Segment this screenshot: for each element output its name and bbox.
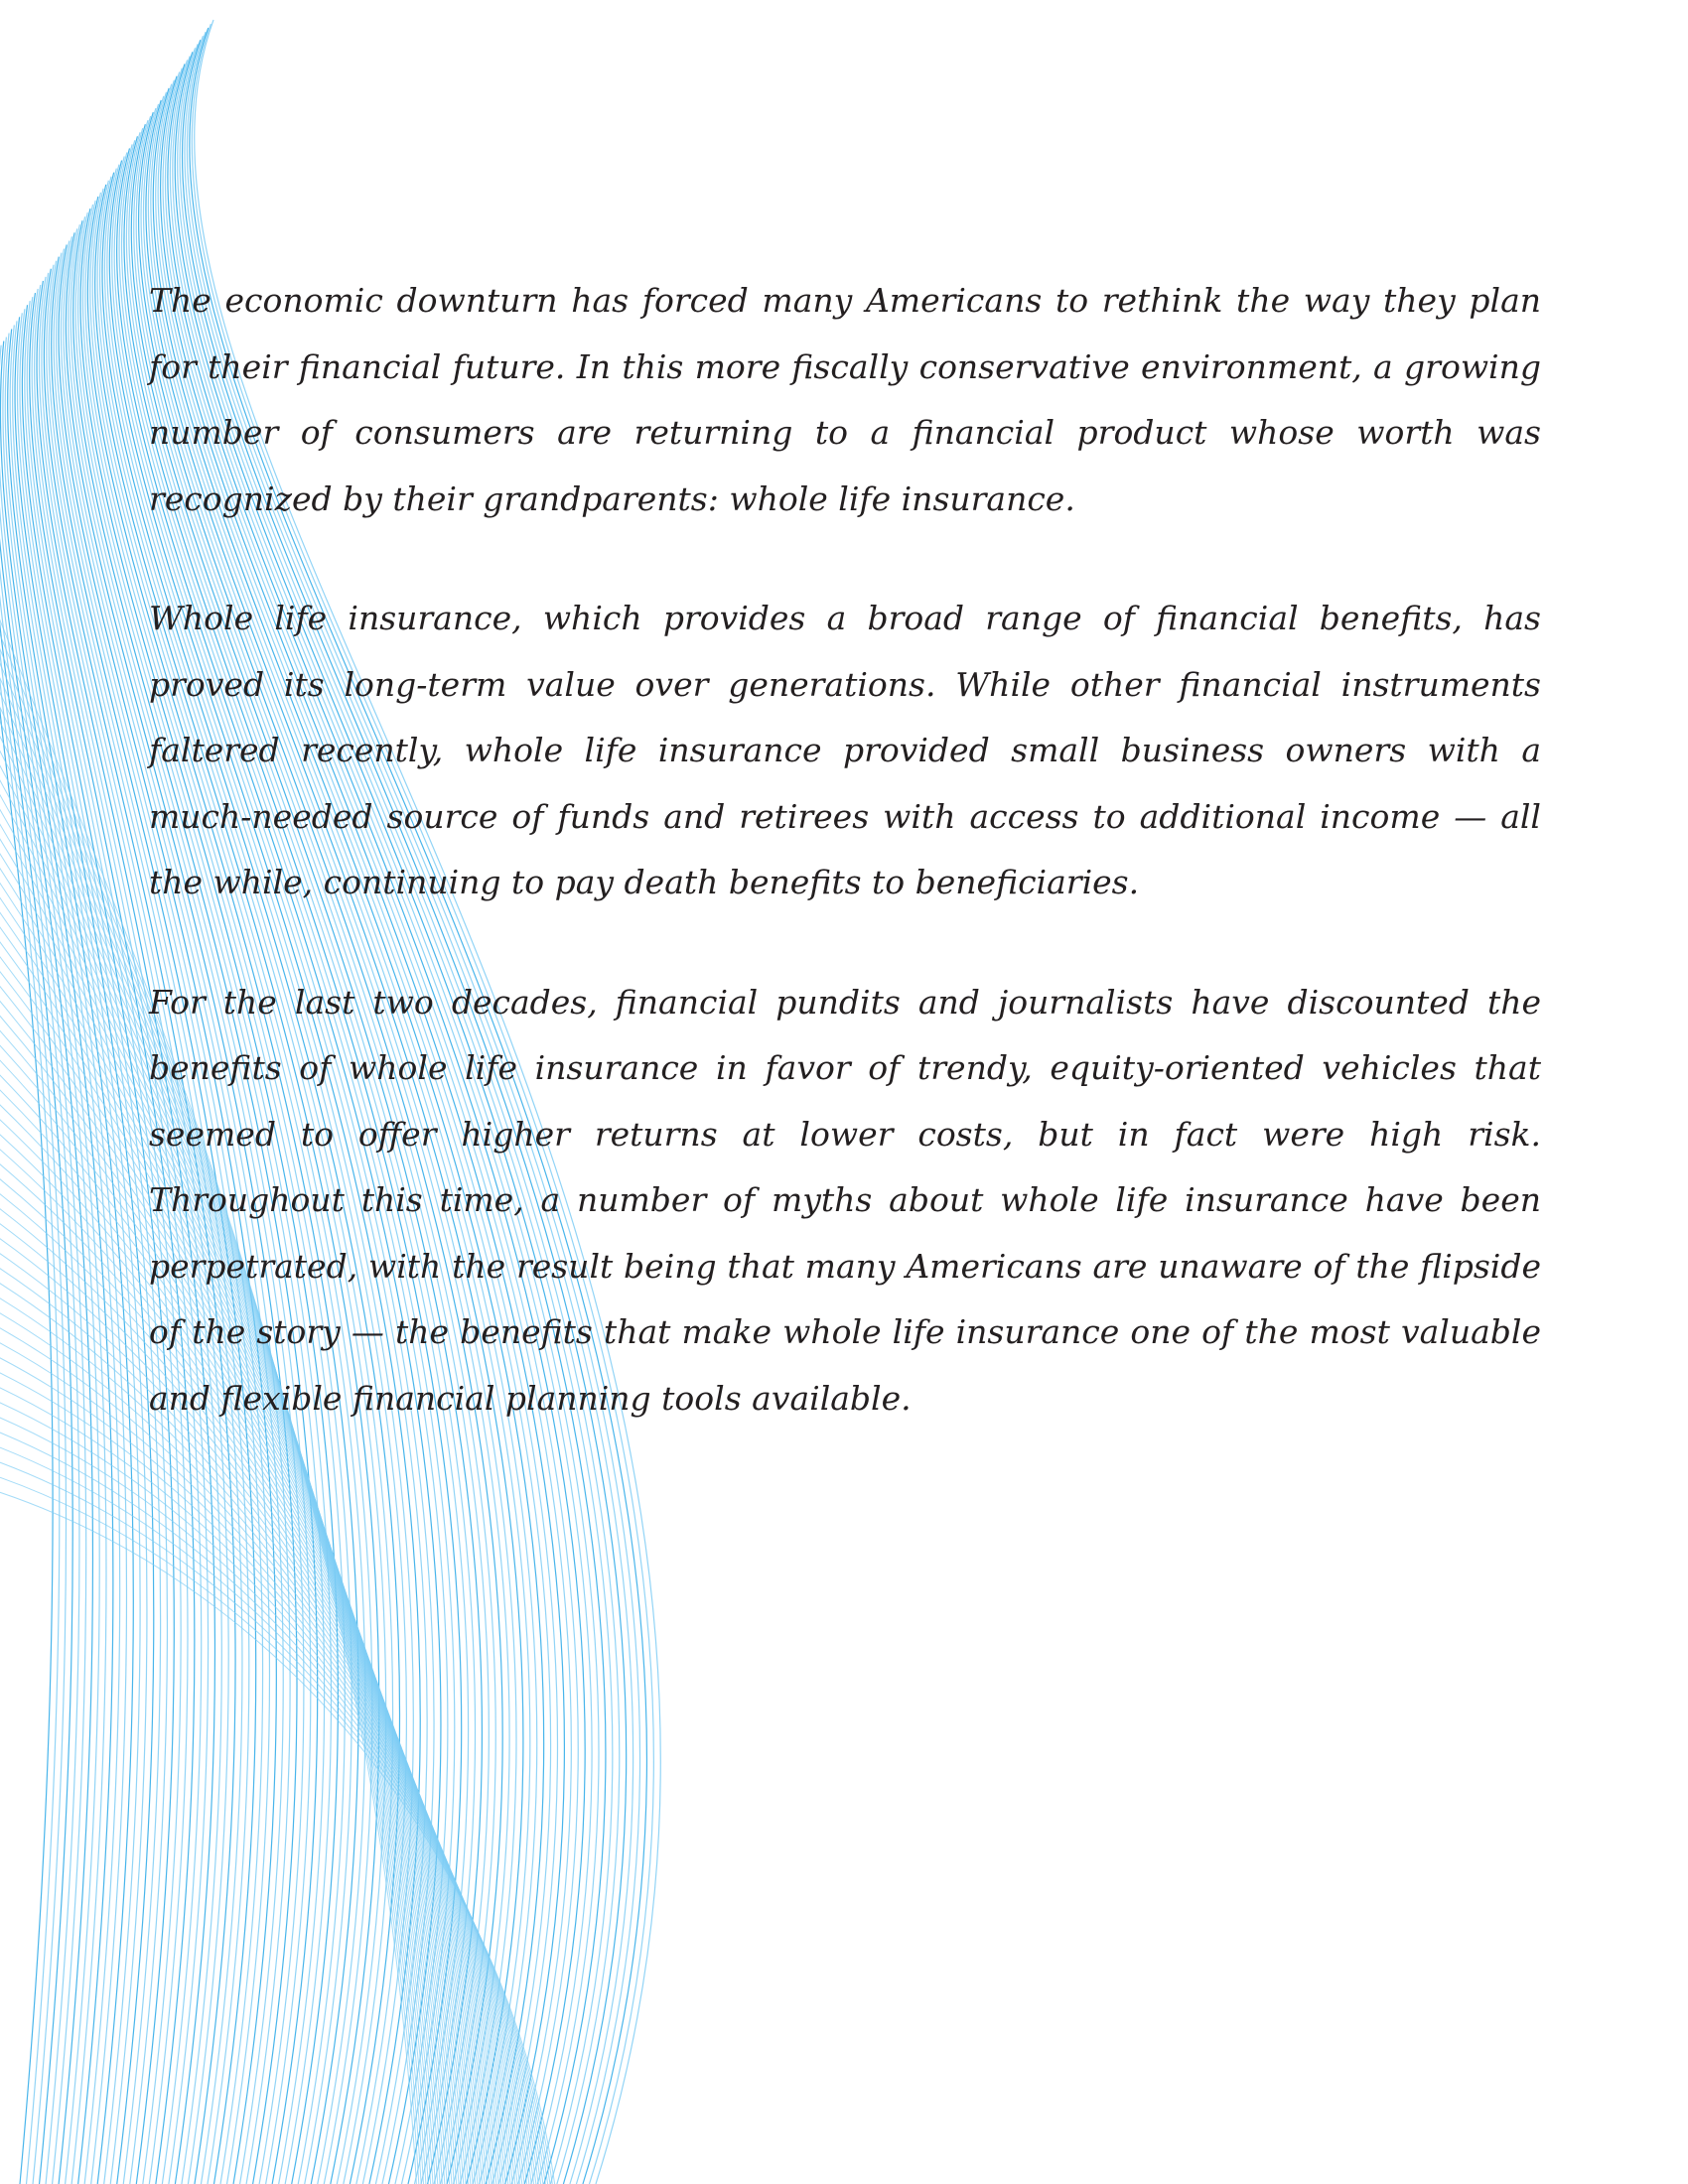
- body-text: [149, 268, 1541, 1485]
- wave-line: [13, 321, 147, 2184]
- paragraph-3: For the last two decades, financial pundits and journalists have discounted the benefits of whole life insurance in favor of trendy, equity-oriented vehicles that seemed to offer higher returns at lower costs, but in fact were high risk. Throughout this time, a number of myths about whole life insurance have been perpetrated, with the result being that many Americans are unaware of the flipside of the story — the benefits that make whole life insurance one of the most valuable and flexible financial planning tools available.: [149, 982, 1541, 1418]
- wave-line: [8, 329, 134, 2184]
- wave-line: [0, 1368, 537, 2184]
- wave-line: [0, 361, 79, 2184]
- paragraph-1: The economic downturn has forced many Americans to rethink the way they plan for their financial future. In this more fiscally conservative environment, a growing number of consumers are returning to a financial product whose worth was recognized by their grandparents: whole life insurance.: [149, 281, 1541, 518]
- paragraph-2: Whole life insurance, which provides a broad range of financial benefits, has proved its long-term value over generations. While other financial instruments faltered recently, whole life insurance provided small business owners with a much-needed source of funds and retirees with access to additional income — all the while, continuing to pay death benefits to beneficiaries.: [149, 599, 1541, 901]
- wave-line: [15, 317, 154, 2184]
